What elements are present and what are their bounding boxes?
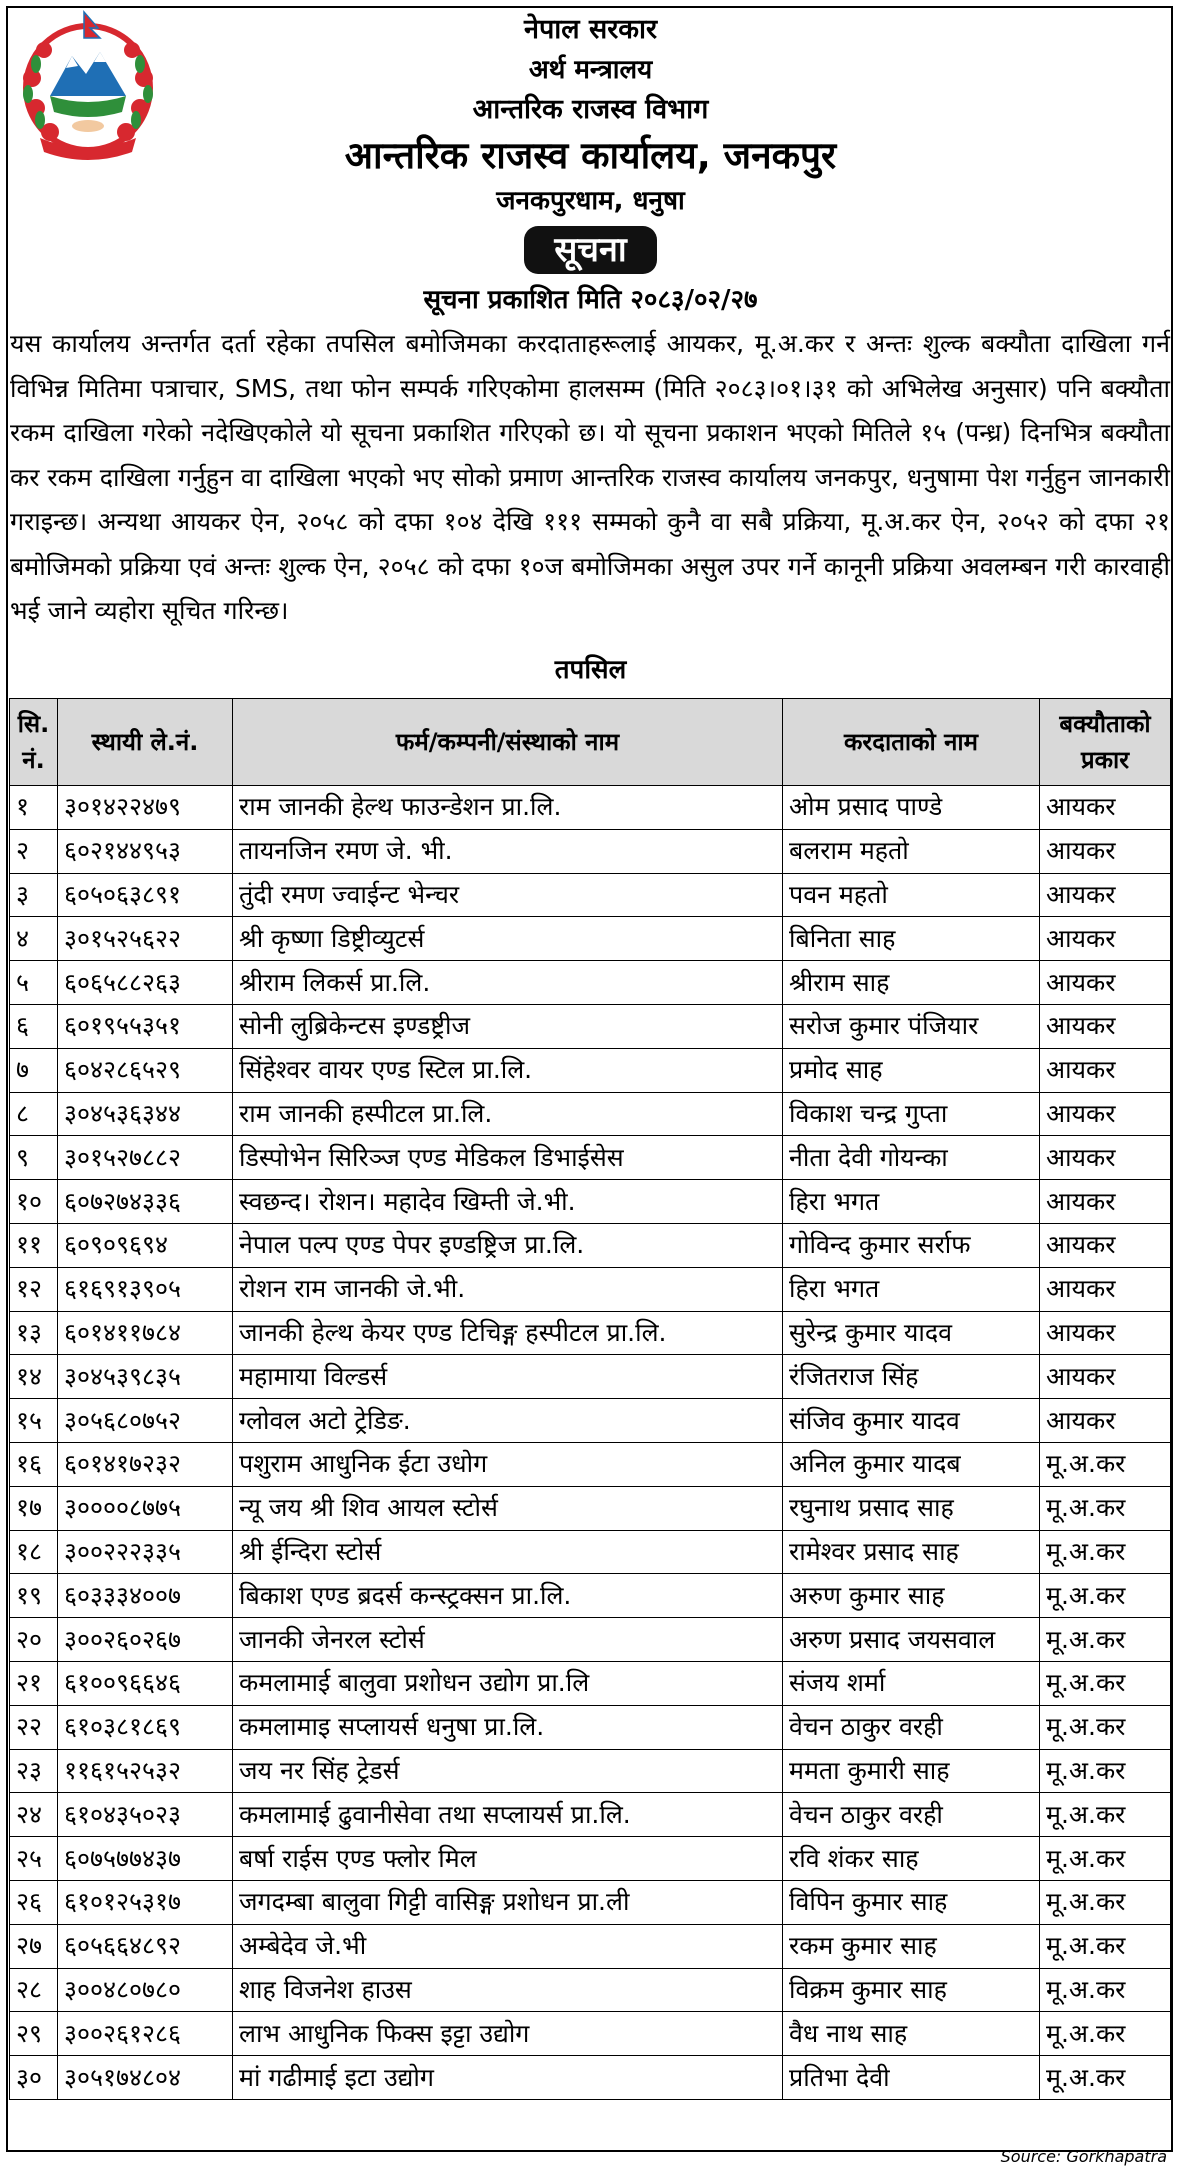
header-serial: सि. नं.	[10, 699, 58, 786]
arrears-type-cell: मू.अ.कर	[1040, 1880, 1171, 1924]
taxpayer-name-cell: पवन महतो	[783, 873, 1040, 917]
pan-cell: ६०४२८६५२९	[58, 1048, 233, 1092]
table-row	[10, 961, 1171, 1005]
taxpayer-name-cell: बलराम महतो	[783, 829, 1040, 873]
firm-name-cell: तुंदी रमण ज्वाईन्ट भेन्चर	[233, 873, 783, 917]
firm-name-cell: श्री कृष्णा डिष्ट्रीव्युटर्स	[233, 917, 783, 961]
arrears-type-cell: मू.अ.कर	[1040, 1574, 1171, 1618]
pan-cell: ३०४५३९८३५	[58, 1355, 233, 1399]
taxpayer-name-cell: अनिल कुमार यादब	[783, 1442, 1040, 1486]
taxpayer-name-cell: संजिव कुमार यादव	[783, 1399, 1040, 1443]
firm-name-cell: जानकी हेल्थ केयर एण्ड टिचिङ्ग हस्पीटल प्रा.लि.	[233, 1311, 783, 1355]
taxpayer-name-cell: वैध नाथ साह	[783, 2012, 1040, 2056]
firm-name-cell: श्रीराम लिकर्स प्रा.लि.	[233, 961, 783, 1005]
pan-cell: ६१०१२५३१७	[58, 1880, 233, 1924]
table-row	[10, 1180, 1171, 1224]
serial-cell: १८	[10, 1530, 58, 1574]
serial-cell: १३	[10, 1311, 58, 1355]
taxpayer-name-cell: अरुण प्रसाद जयसवाल	[783, 1618, 1040, 1662]
header-pan: स्थायी ले.नं.	[58, 699, 233, 786]
header-firm-name: फर्म/कम्पनी/संस्थाको नाम	[233, 699, 783, 786]
firm-name-cell: कमलामाई बालुवा प्रशोधन उद्योग प्रा.लि	[233, 1661, 783, 1705]
firm-name-cell: सोनी लुब्रिकेन्टस इण्डष्ट्रीज	[233, 1004, 783, 1048]
pan-cell: ६०५६६४८९२	[58, 1924, 233, 1968]
serial-cell: ९	[10, 1136, 58, 1180]
firm-name-cell: डिस्पोभेन सिरिञ्ज एण्ड मेडिकल डिभाईसेस	[233, 1136, 783, 1180]
taxpayer-name-cell: प्रतिभा देवी	[783, 2056, 1040, 2100]
arrears-type-cell: आयकर	[1040, 1092, 1171, 1136]
taxpayer-name-cell: रकम कुमार साह	[783, 1924, 1040, 1968]
arrears-type-cell: मू.अ.कर	[1040, 1618, 1171, 1662]
taxpayer-name-cell: अरुण कुमार साह	[783, 1574, 1040, 1618]
firm-name-cell: स्वछन्द। रोशन। महादेव खिम्ती जे.भी.	[233, 1180, 783, 1224]
notice-badge-wrap	[0, 226, 1181, 274]
taxpayer-name-cell: नीता देवी गोयन्का	[783, 1136, 1040, 1180]
arrears-type-cell: आयकर	[1040, 1223, 1171, 1267]
table-row	[10, 786, 1171, 830]
arrears-type-cell: आयकर	[1040, 829, 1171, 873]
table-row	[10, 1442, 1171, 1486]
publish-date: सूचना प्रकाशित मिति २०८३/०२/२७	[423, 285, 758, 315]
header-taxpayer-name: करदाताको नाम	[783, 699, 1040, 786]
arrears-type-cell: मू.अ.कर	[1040, 1530, 1171, 1574]
arrears-type-cell: मू.अ.कर	[1040, 1661, 1171, 1705]
serial-cell: २६	[10, 1880, 58, 1924]
arrears-type-cell: मू.अ.कर	[1040, 1793, 1171, 1837]
firm-name-cell: बिकाश एण्ड ब्रदर्स कन्स्ट्रक्सन प्रा.लि.	[233, 1574, 783, 1618]
taxpayer-name-cell: संजय शर्मा	[783, 1661, 1040, 1705]
arrears-type-cell: आयकर	[1040, 1048, 1171, 1092]
table-row	[10, 1749, 1171, 1793]
taxpayer-name-cell: वेचन ठाकुर वरही	[783, 1793, 1040, 1837]
firm-name-cell: जानकी जेनरल स्टोर्स	[233, 1618, 783, 1662]
pan-cell: ३००००८७७५	[58, 1486, 233, 1530]
arrears-type-cell: आयकर	[1040, 1311, 1171, 1355]
taxpayer-name-cell: रामेश्वर प्रसाद साह	[783, 1530, 1040, 1574]
office-address: जनकपुरधाम, धनुषा	[496, 186, 685, 216]
table-row	[10, 1705, 1171, 1749]
pan-cell: ६१०३८१८६९	[58, 1705, 233, 1749]
firm-name-cell: बर्षा राईस एण्ड फ्लोर मिल	[233, 1837, 783, 1881]
arrears-type-cell: मू.अ.कर	[1040, 1749, 1171, 1793]
firm-name-cell: श्री ईन्दिरा स्टोर्स	[233, 1530, 783, 1574]
serial-cell: १५	[10, 1399, 58, 1443]
serial-cell: २३	[10, 1749, 58, 1793]
serial-cell: ३	[10, 873, 58, 917]
serial-cell: ८	[10, 1092, 58, 1136]
pan-cell: ११६१५२५३२	[58, 1749, 233, 1793]
table-row	[10, 1267, 1171, 1311]
department-name: आन्तरिक राजस्व विभाग	[472, 94, 709, 125]
table-row	[10, 1661, 1171, 1705]
taxpayer-name-cell: श्रीराम साह	[783, 961, 1040, 1005]
taxpayer-name-cell: वेचन ठाकुर वरही	[783, 1705, 1040, 1749]
serial-cell: २१	[10, 1661, 58, 1705]
table-row	[10, 1618, 1171, 1662]
arrears-type-cell: मू.अ.कर	[1040, 1924, 1171, 1968]
pan-cell: ३०४५३६३४४	[58, 1092, 233, 1136]
arrears-type-cell: मू.अ.कर	[1040, 2012, 1171, 2056]
firm-name-cell: ग्लोवल अटो ट्रेडिङ.	[233, 1399, 783, 1443]
arrears-type-cell: आयकर	[1040, 1180, 1171, 1224]
table-row	[10, 1004, 1171, 1048]
table-row	[10, 1924, 1171, 1968]
pan-cell: ६०१४११७८४	[58, 1311, 233, 1355]
serial-cell: १०	[10, 1180, 58, 1224]
notice-badge: सूचना	[524, 226, 656, 274]
pan-cell: ३००२६०२६७	[58, 1618, 233, 1662]
pan-cell: ३०५६८०७५२	[58, 1399, 233, 1443]
serial-cell: ५	[10, 961, 58, 1005]
firm-name-cell: मां गढीमाई इटा उद्योग	[233, 2056, 783, 2100]
ministry-name: अर्थ मन्त्रालय	[528, 55, 653, 85]
firm-name-cell: रोशन राम जानकी जे.भी.	[233, 1267, 783, 1311]
firm-name-cell: नेपाल पल्प एण्ड पेपर इण्डष्ट्रिज प्रा.लि.	[233, 1223, 783, 1267]
firm-name-cell: राम जानकी हेल्थ फाउन्डेशन प्रा.लि.	[233, 786, 783, 830]
pan-cell: ६०१४१७२३२	[58, 1442, 233, 1486]
pan-cell: ६०५०६३८९१	[58, 873, 233, 917]
taxpayer-name-cell: हिरा भगत	[783, 1180, 1040, 1224]
serial-cell: १६	[10, 1442, 58, 1486]
firm-name-cell: राम जानकी हस्पीटल प्रा.लि.	[233, 1092, 783, 1136]
table-row	[10, 873, 1171, 917]
table-row	[10, 1399, 1171, 1443]
serial-cell: २४	[10, 1793, 58, 1837]
taxpayer-name-cell: रवि शंकर साह	[783, 1837, 1040, 1881]
table-header-row	[10, 699, 1171, 786]
serial-cell: ११	[10, 1223, 58, 1267]
taxpayer-name-cell: विकाश चन्द्र गुप्ता	[783, 1092, 1040, 1136]
table-row	[10, 1486, 1171, 1530]
firm-name-cell: कमलामाई ढुवानीसेवा तथा सप्लायर्स प्रा.लि.	[233, 1793, 783, 1837]
pan-cell: ६०२१४४९५३	[58, 829, 233, 873]
pan-cell: ३००२६१२८६	[58, 2012, 233, 2056]
pan-cell: ३००२२२३३५	[58, 1530, 233, 1574]
pan-cell: ३०१५२७८८२	[58, 1136, 233, 1180]
arrears-type-cell: आयकर	[1040, 1136, 1171, 1180]
firm-name-cell: कमलामाइ सप्लायर्स धनुषा प्रा.लि.	[233, 1705, 783, 1749]
arrears-type-cell: आयकर	[1040, 873, 1171, 917]
arrears-type-cell: आयकर	[1040, 786, 1171, 830]
pan-cell: ३००४८०७८०	[58, 1968, 233, 2012]
serial-cell: २८	[10, 1968, 58, 2012]
firm-name-cell: सिंहेश्वर वायर एण्ड स्टिल प्रा.लि.	[233, 1048, 783, 1092]
table-row	[10, 1530, 1171, 1574]
arrears-type-cell: आयकर	[1040, 1004, 1171, 1048]
table-row	[10, 1092, 1171, 1136]
serial-cell: २९	[10, 2012, 58, 2056]
taxpayer-table	[9, 698, 1171, 2100]
firm-name-cell: पशुराम आधुनिक ईटा उधोग	[233, 1442, 783, 1486]
table-row	[10, 1311, 1171, 1355]
table-row	[10, 2056, 1171, 2100]
pan-cell: ६०१९५५३५१	[58, 1004, 233, 1048]
office-header	[0, 10, 1181, 220]
source-credit: Source: Gorkhapatra	[1000, 2147, 1167, 2166]
pan-cell: ३०१५२५६२२	[58, 917, 233, 961]
serial-cell: १४	[10, 1355, 58, 1399]
table-row	[10, 1793, 1171, 1837]
pan-cell: ६१६९१३९०५	[58, 1267, 233, 1311]
arrears-type-cell: आयकर	[1040, 1267, 1171, 1311]
table-row	[10, 1880, 1171, 1924]
serial-cell: १७	[10, 1486, 58, 1530]
table-row	[10, 829, 1171, 873]
taxpayer-name-cell: विपिन कुमार साह	[783, 1880, 1040, 1924]
pan-cell: ६०७२७४३३६	[58, 1180, 233, 1224]
taxpayer-name-cell: ममता कुमारी साह	[783, 1749, 1040, 1793]
serial-cell: २०	[10, 1618, 58, 1662]
schedule-heading: तपसिल	[554, 655, 627, 685]
serial-cell: १२	[10, 1267, 58, 1311]
pan-cell: ३०५१७४८०४	[58, 2056, 233, 2100]
arrears-type-cell: मू.अ.कर	[1040, 1837, 1171, 1881]
pan-cell: ६०७५७७४३७	[58, 1837, 233, 1881]
taxpayer-name-cell: रंजितराज सिंह	[783, 1355, 1040, 1399]
arrears-type-cell: आयकर	[1040, 961, 1171, 1005]
firm-name-cell: न्यू जय श्री शिव आयल स्टोर्स	[233, 1486, 783, 1530]
serial-cell: ३०	[10, 2056, 58, 2100]
firm-name-cell: शाह विजनेश हाउस	[233, 1968, 783, 2012]
firm-name-cell: जगदम्बा बालुवा गिट्टी वासिङ्ग प्रशोधन प्रा.ली	[233, 1880, 783, 1924]
serial-cell: २२	[10, 1705, 58, 1749]
arrears-type-cell: मू.अ.कर	[1040, 1705, 1171, 1749]
taxpayer-name-cell: रघुनाथ प्रसाद साह	[783, 1486, 1040, 1530]
table-row	[10, 1837, 1171, 1881]
firm-name-cell: लाभ आधुनिक फिक्स इट्टा उद्योग	[233, 2012, 783, 2056]
table-row	[10, 1223, 1171, 1267]
serial-cell: ७	[10, 1048, 58, 1092]
firm-name-cell: तायनजिन रमण जे. भी.	[233, 829, 783, 873]
government-name: नेपाल सरकार	[523, 14, 658, 45]
firm-name-cell: महामाया विल्डर्स	[233, 1355, 783, 1399]
serial-cell: ६	[10, 1004, 58, 1048]
taxpayer-name-cell: सुरेन्द्र कुमार यादव	[783, 1311, 1040, 1355]
pan-cell: ६१००९६६४६	[58, 1661, 233, 1705]
serial-cell: १९	[10, 1574, 58, 1618]
serial-cell: २	[10, 829, 58, 873]
arrears-type-cell: आयकर	[1040, 1355, 1171, 1399]
table-row	[10, 917, 1171, 961]
header-arrears-type: बक्यौताको प्रकार	[1040, 699, 1171, 786]
pan-cell: ६०९०९६९४	[58, 1223, 233, 1267]
serial-cell: २७	[10, 1924, 58, 1968]
pan-cell: ६०६५८८२६३	[58, 961, 233, 1005]
taxpayer-name-cell: प्रमोद साह	[783, 1048, 1040, 1092]
notice-body: यस कार्यालय अन्तर्गत दर्ता रहेका तपसिल बमोजिमका करदाताहरूलाई आयकर, मू.अ.कर र अन्तः शुल्क बक्यौता दाखिला गर्न विभिन्न मितिमा पत्राचार, SMS, तथा फोन सम्पर्क गरिएकोमा हालसम्म (मिति २०८३।०१।३१ को अभिलेख अनुसार) पनि बक्यौता रकम दाखिला गरेको नदेखिएकोले यो सूचना प्रकाशित गरिएको छ। यो सूचना प्रकाशन भएको मितिले १५ (पन्ध्र) दिनभित्र बक्यौता कर रकम दाखिला गर्नुहुन वा दाखिला भएको भए सोको प्रमाण आन्तरिक राजस्व कार्यालय जनकपुर, धनुषामा पेश गर्नुहुन जानकारी गराइन्छ। अन्यथा आयकर ऐन, २०५८ को दफा १०४ देखि १११ सम्मको कुनै वा सबै प्रक्रिया, मू.अ.कर ऐन, २०५२ को दफा २१ बमोजिमको प्रक्रिया एवं अन्तः शुल्क ऐन, २०५८ को दफा १०ज बमोजिमका असुल उपर गर्ने कानूनी प्रक्रिया अवलम्बन गरी कारवाही भई जाने व्यहोरा सूचित गरिन्छ।	[10, 329, 1170, 625]
serial-cell: १	[10, 786, 58, 830]
serial-cell: ४	[10, 917, 58, 961]
taxpayer-name-cell: ओम प्रसाद पाण्डे	[783, 786, 1040, 830]
taxpayer-name-cell: विक्रम कुमार साह	[783, 1968, 1040, 2012]
pan-cell: ३०१४२२४७९	[58, 786, 233, 830]
arrears-type-cell: मू.अ.कर	[1040, 1486, 1171, 1530]
table-row	[10, 1968, 1171, 2012]
table-row	[10, 1048, 1171, 1092]
taxpayer-name-cell: हिरा भगत	[783, 1267, 1040, 1311]
firm-name-cell: जय नर सिंह ट्रेडर्स	[233, 1749, 783, 1793]
arrears-type-cell: मू.अ.कर	[1040, 1968, 1171, 2012]
arrears-type-cell: मू.अ.कर	[1040, 2056, 1171, 2100]
table-row	[10, 1136, 1171, 1180]
office-name: आन्तरिक राजस्व कार्यालय, जनकपुर	[344, 134, 837, 177]
taxpayer-name-cell: बिनिता साह	[783, 917, 1040, 961]
table-row	[10, 1574, 1171, 1618]
taxpayer-name-cell: सरोज कुमार पंजियार	[783, 1004, 1040, 1048]
table-row	[10, 1355, 1171, 1399]
pan-cell: ६१०४३५०२३	[58, 1793, 233, 1837]
taxpayer-name-cell: गोविन्द कुमार सर्राफ	[783, 1223, 1040, 1267]
table-body	[10, 786, 1171, 2100]
pan-cell: ६०३३३४००७	[58, 1574, 233, 1618]
arrears-type-cell: आयकर	[1040, 1399, 1171, 1443]
arrears-type-cell: मू.अ.कर	[1040, 1442, 1171, 1486]
firm-name-cell: अम्बेदेव जे.भी	[233, 1924, 783, 1968]
table-row	[10, 2012, 1171, 2056]
arrears-type-cell: आयकर	[1040, 917, 1171, 961]
serial-cell: २५	[10, 1837, 58, 1881]
